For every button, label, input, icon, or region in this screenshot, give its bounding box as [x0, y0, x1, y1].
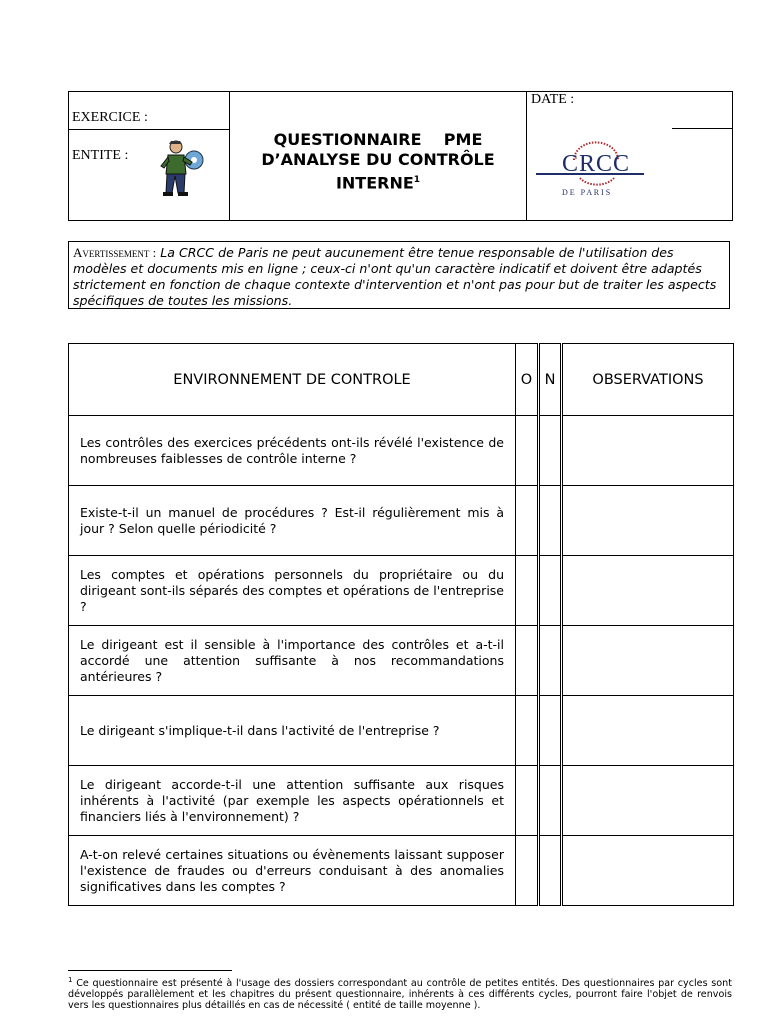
question-text: A-t-on relevé certaines situations ou évènements laissant supposer l'existence de fraudes ou d'erreurs conduisant à des anomalies significatives dans les comptes ? [69, 836, 516, 906]
question-text: Le dirigeant accorde-t-il une attention suffisante aux risques inhérents à l'activité (par exemple les aspects opérationnels et financiers liés à l'environnement) ? [69, 766, 516, 836]
title-line-3 [232, 170, 524, 193]
title-line-1: QUESTIONNAIRE PME [273, 130, 483, 149]
observations-cell[interactable] [562, 626, 734, 696]
non-column-header: N [539, 344, 562, 416]
title-line-3-text: INTERNE [335, 173, 414, 193]
exercice-label: EXERCICE : [72, 110, 148, 125]
title-footnote-ref: 1 [413, 175, 421, 185]
table-row [69, 626, 734, 696]
footnote-text: Ce questionnaire est présenté à l'usage des dossiers correspondant au contrôle de petites entités. Des questionnaires par cycles sont développés parallèlement et les chapitres du présent questionnaire, inhérents à ces différents cycles, pourront faire l'objet de renvois vers les questionnaires plus détaillés en cas de nécessité ( entité de taille moyenne ). [68, 978, 732, 1012]
oui-cell[interactable] [516, 416, 539, 486]
observations-cell[interactable] [562, 766, 734, 836]
header-divider [68, 129, 230, 130]
crcc-logo-subtitle: D E P A R I S [562, 188, 611, 197]
warning-text: La CRCC de Paris ne peut aucunement être tenue responsable de l'utilisation des modèles et documents mis en ligne ; ceux-ci n'ont qu'un caractère indicatif et doivent être adaptés strictement en fonction de chaque contexte d'intervention et n'ont pas pour but de traiter les aspects spécifiques de toutes les missions. [73, 245, 717, 308]
entite-label: ENTITE : [72, 148, 129, 163]
warning-box [68, 241, 730, 309]
footnote-separator [68, 970, 232, 971]
table-row [69, 696, 734, 766]
crcc-logo-text: CRCC [562, 151, 631, 177]
question-text: Le dirigeant est il sensible à l'importance des contrôles et a-t-il accordé une attention suffisante à nos recommandations antérieures ? [69, 626, 516, 696]
question-text: Les comptes et opérations personnels du propriétaire ou du dirigeant sont-ils séparés des comptes et opérations de l'entreprise ? [69, 556, 516, 626]
questionnaire-table [68, 343, 734, 906]
footnote-ref: 1 [68, 976, 73, 984]
table-row [69, 836, 734, 906]
oui-cell[interactable] [516, 486, 539, 556]
observations-cell[interactable] [562, 836, 734, 906]
non-cell[interactable] [539, 556, 562, 626]
document-title [232, 130, 524, 193]
non-cell[interactable] [539, 766, 562, 836]
footnote [68, 975, 732, 1011]
non-cell[interactable] [539, 836, 562, 906]
warning-label: Avertissement : [73, 245, 157, 260]
oui-cell[interactable] [516, 766, 539, 836]
table-header-row [69, 344, 734, 416]
non-cell[interactable] [539, 626, 562, 696]
observations-cell[interactable] [562, 696, 734, 766]
oui-cell[interactable] [516, 556, 539, 626]
oui-column-header: O [516, 344, 539, 416]
oui-cell[interactable] [516, 836, 539, 906]
question-text: Les contrôles des exercices précédents ont-ils révélé l'existence de nombreuses faiblesses de contrôle interne ? [69, 416, 516, 486]
worker-clipart-icon [152, 138, 210, 198]
non-cell[interactable] [539, 416, 562, 486]
observations-cell[interactable] [562, 556, 734, 626]
date-underline [672, 128, 733, 129]
question-text: Existe-t-il un manuel de procédures ? Est-il régulièrement mis à jour ? Selon quelle périodicité ? [69, 486, 516, 556]
observations-column-header: OBSERVATIONS [562, 344, 734, 416]
date-label: DATE : [531, 92, 575, 107]
non-cell[interactable] [539, 696, 562, 766]
table-row [69, 766, 734, 836]
observations-cell[interactable] [562, 486, 734, 556]
crcc-logo [534, 132, 646, 202]
section-header: ENVIRONNEMENT DE CONTROLE [69, 344, 516, 416]
observations-cell[interactable] [562, 416, 734, 486]
table-row [69, 556, 734, 626]
question-text: Le dirigeant s'implique-t-il dans l'activité de l'entreprise ? [69, 696, 516, 766]
oui-cell[interactable] [516, 626, 539, 696]
table-row [69, 486, 734, 556]
table-row [69, 416, 734, 486]
non-cell[interactable] [539, 486, 562, 556]
oui-cell[interactable] [516, 696, 539, 766]
title-line-2: D’ANALYSE DU CONTRÔLE [261, 150, 495, 169]
